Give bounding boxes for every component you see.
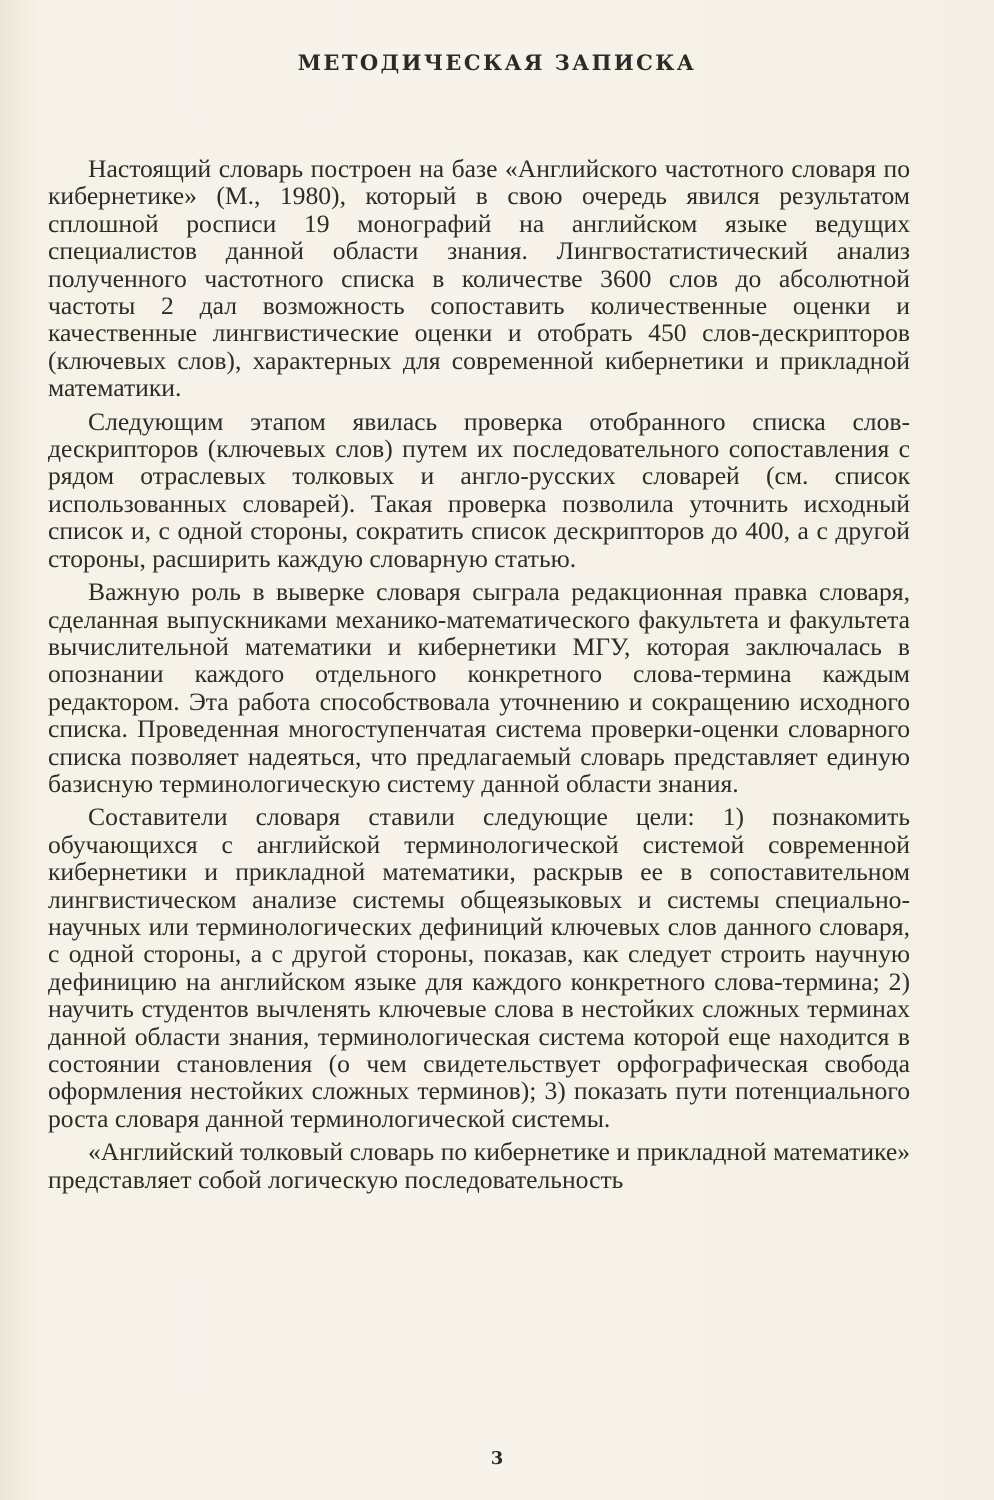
- paragraph: Важную роль в выверке словаря сыграла редакционная правка словаря, сделанная выпускниками механико-математического факультета и факультета вычислительной математики и кибернетики МГУ, которая заключалась в опознании каждого отдельного конкретного слова-термина каждым редактором. Эта работа способствовала уточнению и сокращению исходного списка. Проведенная многоступенчатая система проверки-оценки словарного списка позволяет надеяться, что предлагаемый словарь представляет единую базисную терминологическую систему данной области знания.: [48, 577, 910, 798]
- paragraph: «Английский толковый словарь по кибернетике и прикладной математике» представляет собой логическую последовательность: [48, 1137, 910, 1194]
- paragraph: Следующим этапом явилась проверка отобранного списка слов-дескрипторов (ключевых слов) путем их последовательного сопоставления с рядом отраслевых толковых и англо-русских словарей (см. список использованных словарей). Такая проверка позволила уточнить исходный список и, с одной стороны, сократить список дескрипторов до 400, а с другой стороны, расширить каждую словарную статью.: [48, 406, 910, 573]
- paragraph: Настоящий словарь построен на базе «Английского частотного словаря по кибернетике» (М., 1980), который в свою очередь явился результатом сплошной росписи 19 монографий на английском языке ведущих специалистов данной области знания. Лингвостатистический анализ полученного частотного списка в количестве 3600 слов до абсолютной частоты 2 дал возможность сопоставить количественные оценки и качественные лингвистические оценки и отобрать 450 слов-дескрипторов (ключевых слов), характерных для современной кибернетики и прикладной математики.: [48, 154, 910, 403]
- body-text: [48, 155, 910, 1199]
- paragraph: Составители словаря ставили следующие цели: 1) познакомить обучающихся с английской терминологической системой современной кибернетики и прикладной математики, раскрыв ее в сопоставительном лингвистическом анализе системы общеязыковых и системы специально-научных или терминологических дефиниций ключевых слов данного словаря, с одной стороны, а с другой стороны, показав, как следует строить научную дефиницию на английском языке для каждого конкретного слова-термина; 2) научить студентов вычленять ключевые слова в нестойких сложных терминах данной области знания, терминологическая система которой еще находится в состоянии становления (о чем свидетельствует орфографическая свобода оформления нестойких сложных терминов); 3) показать пути потенциального роста словаря данной терминологической системы.: [48, 802, 910, 1133]
- page-number: 3: [490, 1448, 504, 1469]
- page-title: МЕТОДИЧЕСКАЯ ЗАПИСКА: [297, 50, 697, 75]
